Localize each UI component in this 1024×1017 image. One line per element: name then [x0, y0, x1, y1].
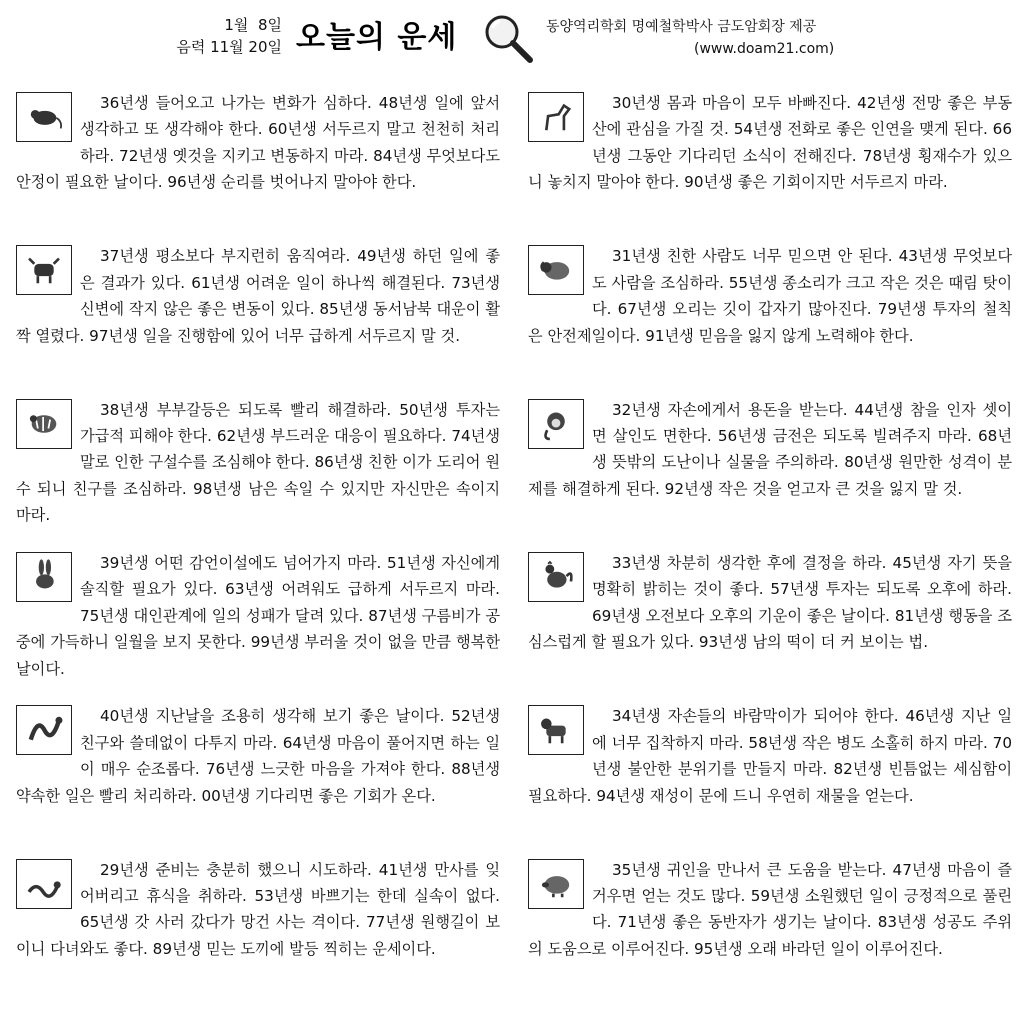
- pig-icon: [528, 859, 584, 909]
- fortune-entry: [16, 243, 500, 390]
- solar-date: 1월 8일: [224, 16, 282, 34]
- fortune-columns: [16, 90, 1012, 1010]
- fortune-text: 29년생 준비는 충분히 했으니 시도하라. 41년생 만사를 잊어버리고 휴식을 취하라. 53년생 바쁘기는 한데 실속이 없다. 65년생 갓 사러 갔다가 망건 사는 격이다. 77년생 원행길이 보이니 다녀와도 좋다. 89년생 믿는 도끼에 발등 찍히는 운세이다.: [16, 860, 500, 958]
- fortune-text: 39년생 어떤 감언이설에도 넘어가지 마라. 51년생 자신에게 솔직할 필요가 있다. 63년생 어려워도 급하게 서두르지 마라. 75년생 대인관계에 일의 성패가 달려 있다. 87년생 구름비가 공중에 가득하니 일월을 보지 못한다. 99년생 부러울 것이 없을 만큼 행복한 날이다.: [16, 553, 500, 678]
- header: [0, 0, 1024, 72]
- fortune-text: 38년생 부부갈등은 되도록 빨리 해결하라. 50년생 투자는 가급적 피해야 한다. 62년생 부드러운 대응이 필요하다. 74년생 말로 인한 구설수를 조심해야 한다. 86년생 친한 이가 도리어 원수 되니 친구를 조심하라. 98년생 남은 속일 수 있지만 자신만은 속이지 마라.: [16, 400, 500, 525]
- right-column: [528, 90, 1012, 1010]
- magnifier-icon: [480, 10, 536, 66]
- credit: 동양역리학회 명예철학박사 금도암회장 제공: [546, 19, 817, 35]
- fortune-text: 37년생 평소보다 부지런히 움직여라. 49년생 하던 일에 좋은 결과가 있다. 61년생 어려운 일이 하나씩 해결된다. 73년생 신변에 작지 않은 좋은 변동이 있다. 85년생 동서남북 대운이 활짝 열렸다. 97년생 일을 진행함에 있어 너무 급하게 서두르지 말 것.: [16, 247, 500, 345]
- fortune-text: 30년생 몸과 마음이 모두 바빠진다. 42년생 전망 좋은 부동산에 관심을 가질 것. 54년생 전화로 좋은 인연을 맺게 된다. 66년생 그동안 기다리던 소식이 전해진다. 78년생 횡재수가 있으니 놓치지 말아야 한다. 90년생 좋은 기회이지만 서두르지 마라.: [528, 94, 1012, 192]
- fortune-text: 33년생 차분히 생각한 후에 결정을 하라. 45년생 자기 뜻을 명확히 밝히는 것이 좋다. 57년생 투자는 되도록 오후에 하라. 69년생 오전보다 오후의 기운이 좋은 날이다. 81년생 행동을 조심스럽게 할 필요가 있다. 93년생 남의 떡이 더 커 보이는 법.: [528, 553, 1012, 652]
- ox-icon: [16, 245, 72, 295]
- fortune-entry: [16, 397, 500, 544]
- fortune-entry: [528, 90, 1012, 237]
- fortune-entry: [528, 397, 1012, 544]
- fortune-entry: [16, 550, 500, 697]
- fortune-entry: [16, 703, 500, 850]
- left-column: [16, 90, 500, 1010]
- sheep-icon: [528, 245, 584, 295]
- credit-block: [546, 16, 834, 60]
- fortune-entry: [528, 857, 1012, 1004]
- fortune-entry: [16, 90, 500, 237]
- fortune-entry: [16, 857, 500, 1004]
- dog-icon: [528, 705, 584, 755]
- fortune-text: 31년생 친한 사람도 너무 믿으면 안 된다. 43년생 무엇보다도 사람을 조심하라. 55년생 종소리가 크고 작은 것은 때림 탓이다. 67년생 오리는 깃이 갑자기 많아진다. 79년생 투자의 철칙은 안전제일이다. 91년생 믿음을 잃지 않게 노력해야 한다.: [528, 247, 1012, 345]
- fortune-text: 36년생 들어오고 나가는 변화가 심하다. 48년생 일에 앞서 생각하고 또 생각해야 한다. 60년생 서두르지 말고 천천히 처리하라. 72년생 옛것을 지키고 변동하지 마라. 84년생 무엇보다도 안정이 필요한 날이다. 96년생 순리를 벗어나지 말아야 한다.: [16, 94, 500, 192]
- rat-icon: [16, 92, 72, 142]
- fortune-entry: [528, 550, 1012, 697]
- fortune-entry: [528, 243, 1012, 390]
- credit-url: (www.doam21.com): [694, 41, 835, 57]
- page-title: 오늘의 운세: [296, 20, 458, 55]
- snake-icon: [16, 859, 72, 909]
- fortune-text: 35년생 귀인을 만나서 큰 도움을 받는다. 47년생 마음이 즐거우면 얻는 것도 많다. 59년생 소원했던 일이 긍정적으로 풀린다. 71년생 좋은 동반자가 생기는 날이다. 83년생 성공도 주위의 도움으로 이루어진다. 95년생 오래 바라던 일이 이루어진다.: [528, 860, 1012, 958]
- monkey-icon: [528, 399, 584, 449]
- lunar-date: 음력 11월 20일: [176, 38, 282, 56]
- fortune-text: 32년생 자손에게서 용돈을 받는다. 44년생 참을 인자 셋이면 살인도 면한다. 56년생 금전은 되도록 빌려주지 마라. 68년생 뜻밖의 도난이나 실물을 주의하라. 80년생 원만한 성격이 분제를 해결하게 된다. 92년생 작은 것을 얻고자 큰 것을 잃지 말 것.: [528, 400, 1012, 498]
- tiger-icon: [16, 399, 72, 449]
- rooster-icon: [528, 552, 584, 602]
- horse-icon: [528, 92, 584, 142]
- date-block: [176, 14, 282, 58]
- fortune-entry: [528, 703, 1012, 850]
- dragon-icon: [16, 705, 72, 755]
- fortune-text: 34년생 자손들의 바람막이가 되어야 한다. 46년생 지난 일에 너무 집착하지 마라. 58년생 작은 병도 소홀히 하지 마라. 70년생 불안한 분위기를 만들지 마라. 82년생 빈틈없는 세심함이 필요하다. 94년생 재성이 문에 드니 우연히 재물을 얻는다.: [528, 707, 1012, 805]
- rabbit-icon: [16, 552, 72, 602]
- fortune-text: 40년생 지난날을 조용히 생각해 보기 좋은 날이다. 52년생 친구와 쓸데없이 다투지 마라. 64년생 마음이 풀어지면 하는 일이 매우 순조롭다. 76년생 느긋한 마음을 가져야 한다. 88년생 약속한 일은 빨리 처리하라. 00년생 기다리면 좋은 기회가 온다.: [16, 707, 500, 805]
